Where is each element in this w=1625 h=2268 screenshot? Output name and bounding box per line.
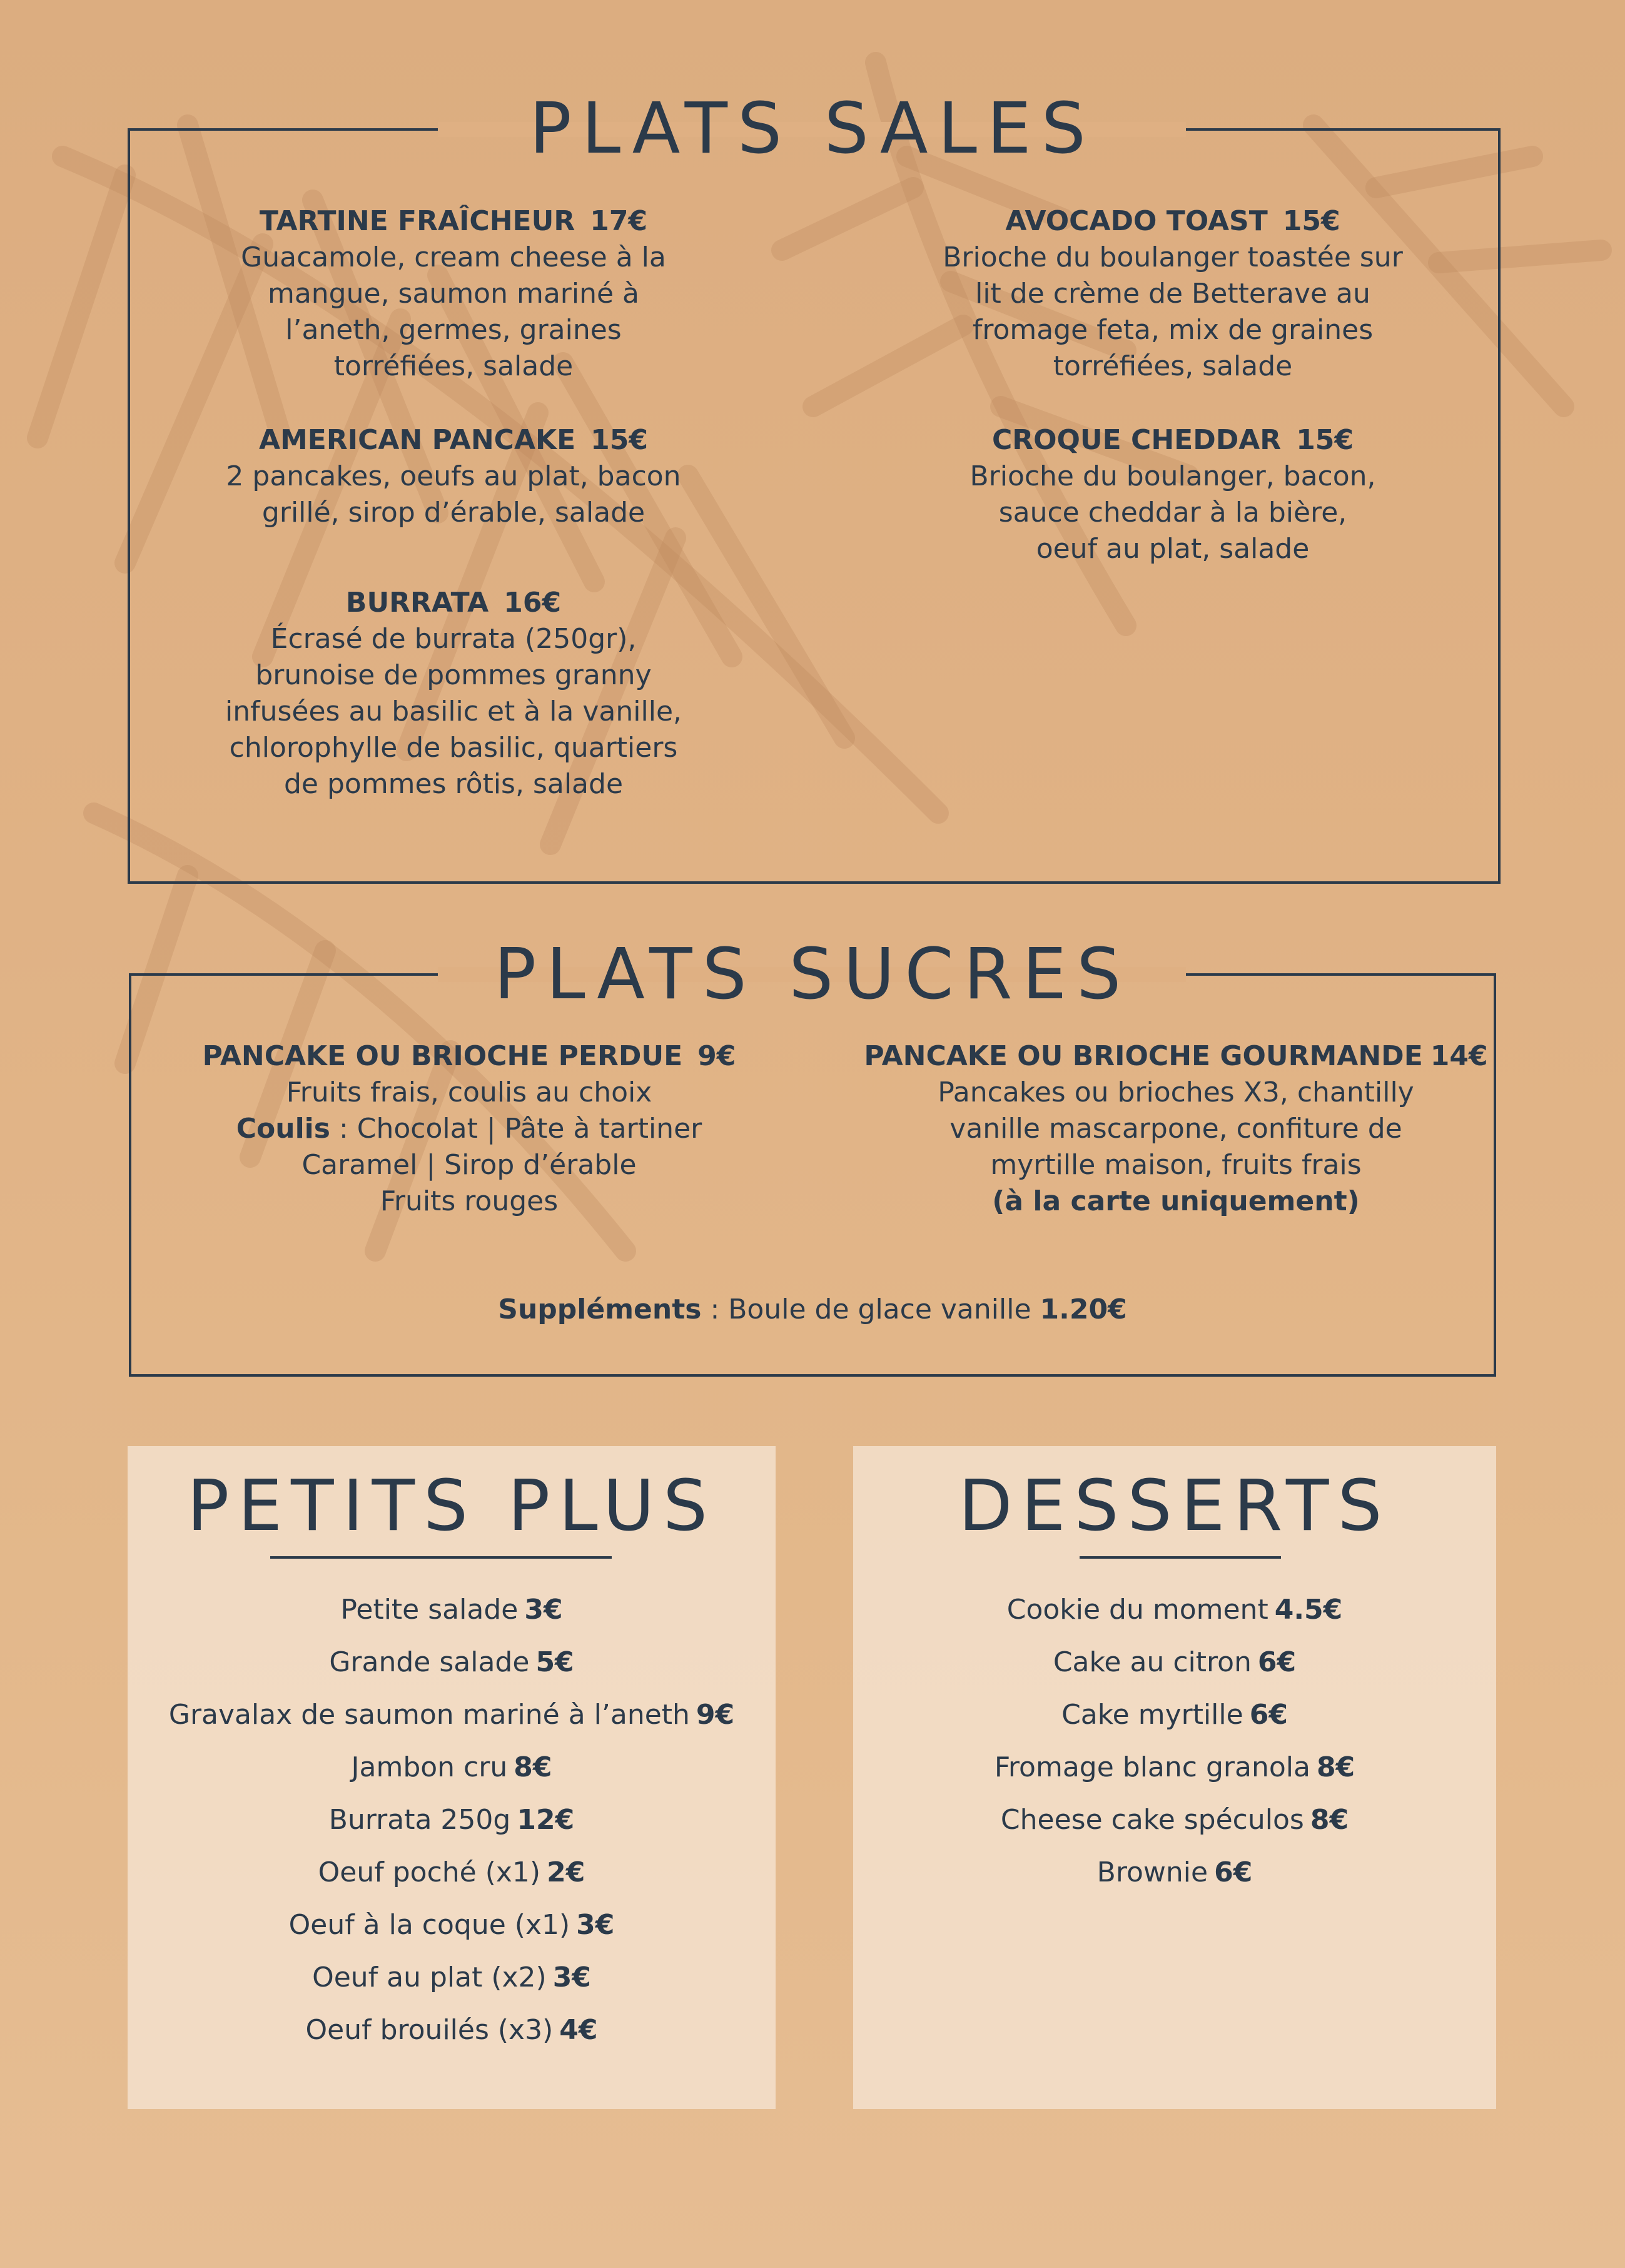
coulis-text: : Chocolat | Pâte à tartiner: [330, 1113, 702, 1145]
item-price: 14€: [1430, 1040, 1488, 1072]
coulis-line: [188, 1111, 751, 1147]
list-item: [128, 1741, 776, 1794]
list-item: [853, 1741, 1496, 1794]
item-name: TARTINE FRAÎCHEUR: [259, 205, 575, 237]
item-price: 16€: [504, 587, 562, 619]
plats-sucres-title: PLATS SUCRES: [494, 934, 1131, 1015]
item-price: 2€: [547, 1856, 585, 1888]
item-name: Cake au citron: [1053, 1646, 1252, 1678]
list-item: [853, 1794, 1496, 1846]
item-name: Burrata 250g: [328, 1804, 511, 1836]
item-description: Écrasé de burrata (250gr), brunoise de pommes granny infusées au basilic et à la vanille, chlorophylle de basilic, quartiers de pommes rôtis, salade: [225, 623, 682, 800]
item-price: 9€: [696, 1699, 735, 1731]
item-name: Oeuf à la coque (x1): [288, 1909, 570, 1941]
item-name: Cheese cake spéculos: [1000, 1804, 1304, 1836]
item-price: 5€: [535, 1646, 574, 1678]
item-name: Brownie: [1096, 1856, 1208, 1888]
item-price: 6€: [1257, 1646, 1297, 1678]
item-name: Grande salade: [329, 1646, 530, 1678]
item-name: Oeuf poché (x1): [318, 1856, 541, 1888]
item-price: 8€: [1310, 1804, 1349, 1836]
menu-item-tartine-fraicheur: [188, 203, 719, 385]
item-price: 8€: [1316, 1751, 1355, 1783]
menu-item-croque-cheddar: [907, 422, 1439, 567]
menu-item-avocado-toast: [907, 203, 1439, 385]
desserts-title: DESSERTS: [958, 1466, 1391, 1547]
item-name: CROQUE CHEDDAR: [991, 424, 1282, 456]
item-name: Petite salade: [340, 1594, 519, 1626]
list-item: [853, 1846, 1496, 1899]
item-price: 6€: [1249, 1699, 1288, 1731]
petits-plus-list: [128, 1584, 776, 2057]
item-description: Guacamole, cream cheese à la mangue, saumon mariné à l’aneth, germes, graines torréfiées, salade: [241, 241, 666, 382]
item-price: 15€: [1282, 205, 1340, 237]
item-name: Cake myrtille: [1061, 1699, 1243, 1731]
item-note: (à la carte uniquement): [992, 1185, 1360, 1217]
list-item: [853, 1584, 1496, 1636]
item-price: 3€: [576, 1909, 615, 1941]
item-price: 15€: [590, 424, 649, 456]
supplements-line: [0, 1293, 1625, 1325]
item-name: Fromage blanc granola: [994, 1751, 1310, 1783]
item-description-line: Fruits frais, coulis au choix: [286, 1076, 652, 1108]
menu-item-american-pancake: [188, 422, 719, 531]
item-name: AMERICAN PANCAKE: [258, 424, 576, 456]
item-name: Cookie du moment: [1006, 1594, 1268, 1626]
list-item: [128, 1584, 776, 1636]
item-description: 2 pancakes, oeufs au plat, bacon grillé, sirop d’érable, salade: [226, 460, 681, 529]
item-description-line: Fruits rouges: [380, 1185, 559, 1217]
petits-plus-title: PETITS PLUS: [186, 1466, 717, 1547]
petits-plus-panel: [128, 1446, 776, 2109]
item-price: 12€: [517, 1804, 575, 1836]
supplements-label: Suppléments: [498, 1293, 702, 1325]
title-underline: [270, 1556, 612, 1559]
item-description: Brioche du boulanger toastée sur lit de crème de Betterave au fromage feta, mix de graines torréfiées, salade: [943, 241, 1403, 382]
item-name: Jambon cru: [351, 1751, 508, 1783]
supplements-price: 1.20€: [1040, 1293, 1127, 1325]
item-price: 4.5€: [1274, 1594, 1343, 1626]
item-description: Brioche du boulanger, bacon, sauce cheddar à la bière, oeuf au plat, salade: [969, 460, 1376, 565]
item-price: 3€: [524, 1594, 563, 1626]
item-description: Pancakes ou brioches X3, chantilly vanille mascarpone, confiture de myrtille maison, fruits frais: [938, 1076, 1414, 1181]
title-underline: [1080, 1556, 1281, 1559]
item-price: 17€: [590, 205, 648, 237]
item-price: 3€: [552, 1962, 591, 1993]
item-price: 4€: [559, 2014, 598, 2046]
menu-item-burrata: [188, 585, 719, 802]
item-name: PANCAKE OU BRIOCHE PERDUE: [202, 1040, 683, 1072]
list-item: [128, 1689, 776, 1741]
item-price: 15€: [1296, 424, 1354, 456]
menu-item-pancake-brioche-perdue: [188, 1038, 751, 1220]
list-item: [128, 1636, 776, 1689]
list-item: [128, 1899, 776, 1952]
item-price: 8€: [514, 1751, 552, 1783]
item-name: Oeuf brouilés (x3): [305, 2014, 554, 2046]
desserts-panel: [853, 1446, 1496, 2109]
item-name: Gravalax de saumon mariné à l’aneth: [168, 1699, 690, 1731]
desserts-list: [853, 1584, 1496, 1899]
list-item: [853, 1636, 1496, 1689]
list-item: [128, 2004, 776, 2057]
list-item: [853, 1689, 1496, 1741]
item-name: PANCAKE OU BRIOCHE GOURMANDE: [864, 1040, 1423, 1072]
item-price: 6€: [1214, 1856, 1253, 1888]
coulis-label: Coulis: [236, 1113, 330, 1145]
list-item: [128, 1846, 776, 1899]
item-description-line: Caramel | Sirop d’érable: [301, 1149, 637, 1181]
item-price: 9€: [697, 1040, 736, 1072]
item-name: BURRATA: [345, 587, 489, 619]
item-name: AVOCADO TOAST: [1005, 205, 1268, 237]
supplements-text: : Boule de glace vanille: [701, 1293, 1031, 1325]
menu-item-pancake-brioche-gourmande: [863, 1038, 1489, 1220]
list-item: [128, 1794, 776, 1846]
list-item: [128, 1952, 776, 2004]
plats-sales-title: PLATS SALES: [529, 88, 1096, 170]
item-name: Oeuf au plat (x2): [312, 1962, 547, 1993]
